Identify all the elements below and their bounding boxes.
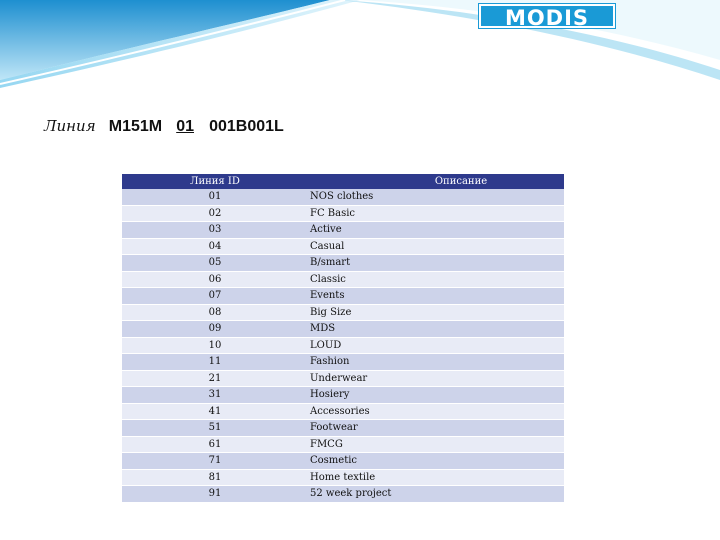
description-cell: Accessories [308, 403, 564, 420]
column-header-description: Описание [308, 174, 564, 189]
line-code-title [44, 116, 284, 138]
table-row [122, 486, 564, 503]
table-row [122, 453, 564, 470]
line-id-cell: 03 [122, 222, 308, 239]
description-cell: 52 week project [308, 486, 564, 503]
table-row [122, 420, 564, 437]
description-cell: FC Basic [308, 205, 564, 222]
table-row [122, 436, 564, 453]
line-model-code: M151M [108, 118, 163, 135]
table-row [122, 271, 564, 288]
table-row [122, 222, 564, 239]
description-cell: Cosmetic [308, 453, 564, 470]
line-id-cell: 31 [122, 387, 308, 404]
table-row [122, 255, 564, 272]
description-cell: B/smart [308, 255, 564, 272]
description-cell: Footwear [308, 420, 564, 437]
table-row [122, 469, 564, 486]
line-id-cell: 02 [122, 205, 308, 222]
line-id-cell: 04 [122, 238, 308, 255]
description-cell: MDS [308, 321, 564, 338]
table-row [122, 288, 564, 305]
table-row [122, 403, 564, 420]
line-number: 01 [176, 118, 194, 135]
line-id-cell: 08 [122, 304, 308, 321]
table-row [122, 370, 564, 387]
table-row [122, 354, 564, 371]
description-cell: Active [308, 222, 564, 239]
line-id-cell: 71 [122, 453, 308, 470]
table-row [122, 321, 564, 338]
line-id-cell: 06 [122, 271, 308, 288]
table-row [122, 304, 564, 321]
line-id-cell: 10 [122, 337, 308, 354]
line-id-cell: 51 [122, 420, 308, 437]
description-cell: Fashion [308, 354, 564, 371]
line-id-cell: 21 [122, 370, 308, 387]
table-row [122, 189, 564, 205]
line-id-cell: 61 [122, 436, 308, 453]
description-cell: NOS clothes [308, 189, 564, 205]
line-id-cell: 07 [122, 288, 308, 305]
description-cell: Big Size [308, 304, 564, 321]
description-cell: Classic [308, 271, 564, 288]
table-row [122, 238, 564, 255]
line-code-suffix: 001B001L [209, 118, 284, 135]
line-id-cell: 91 [122, 486, 308, 503]
column-header-line-id: Линия ID [122, 174, 308, 189]
description-cell: Home textile [308, 469, 564, 486]
line-id-cell: 11 [122, 354, 308, 371]
description-cell: LOUD [308, 337, 564, 354]
line-id-cell: 01 [122, 189, 308, 205]
line-id-cell: 05 [122, 255, 308, 272]
modis-logo: MODIS [479, 4, 615, 28]
lines-table [122, 174, 564, 503]
description-cell: Hosiery [308, 387, 564, 404]
table-row [122, 387, 564, 404]
line-label: Линия [44, 117, 96, 135]
table-row [122, 205, 564, 222]
table-header-row [122, 174, 564, 189]
line-id-cell: 09 [122, 321, 308, 338]
description-cell: FMCG [308, 436, 564, 453]
line-id-cell: 41 [122, 403, 308, 420]
table-row [122, 337, 564, 354]
description-cell: Underwear [308, 370, 564, 387]
line-id-cell: 81 [122, 469, 308, 486]
description-cell: Events [308, 288, 564, 305]
description-cell: Casual [308, 238, 564, 255]
